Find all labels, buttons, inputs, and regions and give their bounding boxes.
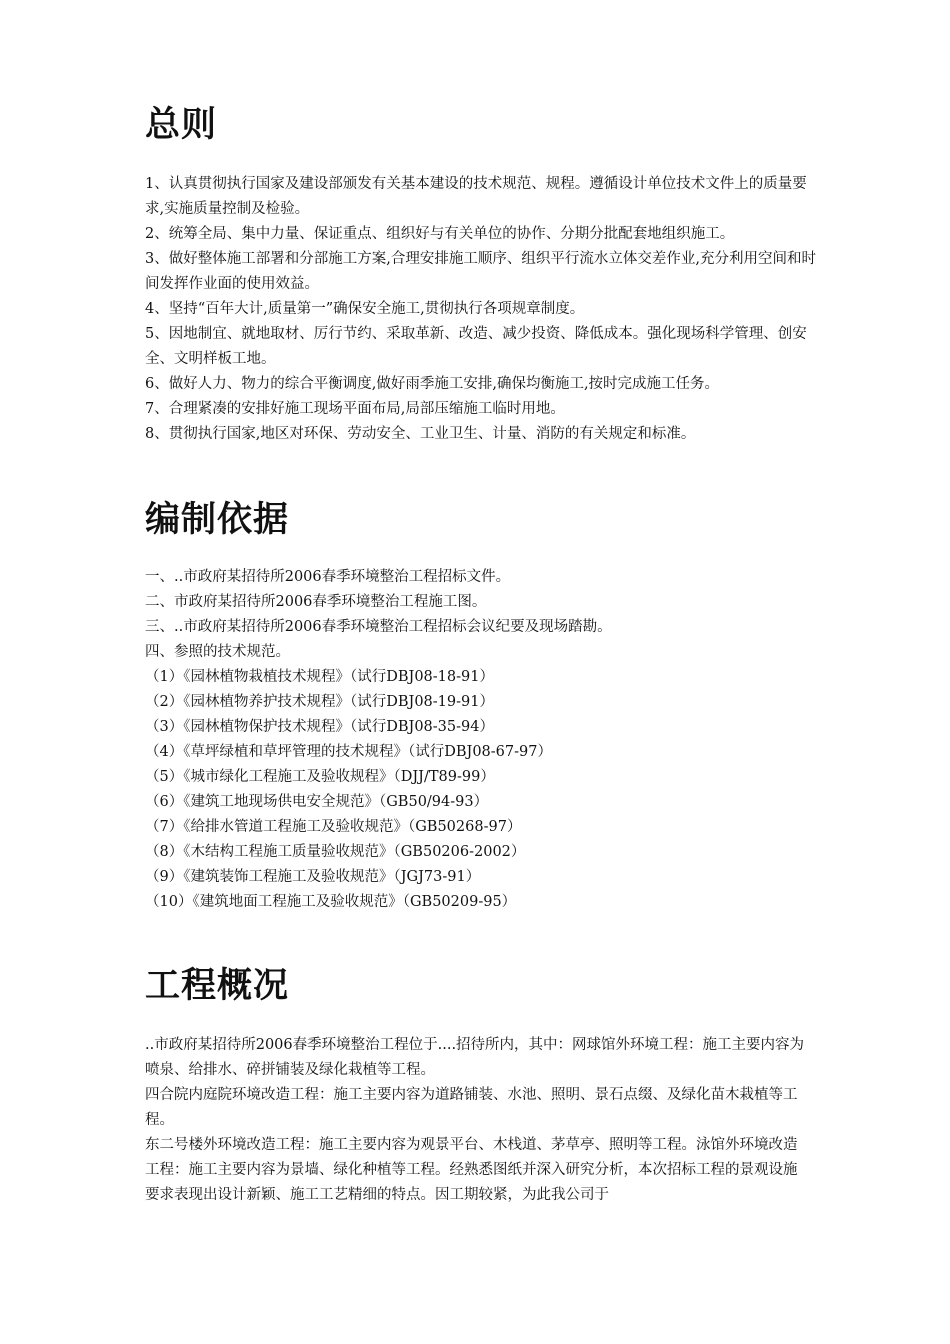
list-item: （9）《建筑装饰工程施工及验收规范》（JGJ73-91）	[145, 869, 481, 885]
section-heading-general-principles: 总则	[145, 105, 218, 145]
list-item: 二、市政府某招待所2006春季环境整治工程施工图。	[145, 594, 487, 610]
paragraph: ..市政府某招待所2006春季环境整治工程位于....招待所内，其中：网球馆外环境工程：施工主要内容为喷泉、给排水、碎拼铺装及绿化栽植等工程。	[145, 1037, 805, 1078]
paragraph: 8、贯彻执行国家,地区对环保、劳动安全、工业卫生、计量、消防的有关规定和标准。	[145, 426, 696, 442]
list-item: （4）《草坪绿植和草坪管理的技术规程》（试行DBJ08-67-97）	[145, 744, 552, 760]
list-item: （2）《园林植物养护技术规程》（试行DBJ08-19-91）	[145, 694, 494, 710]
paragraph: 2、统筹全局、集中力量、保证重点、组织好与有关单位的协作、分期分批配套地组织施工。	[145, 226, 735, 242]
list-item: （5）《城市绿化工程施工及验收规程》（DJJ/T89-99）	[145, 769, 495, 785]
list-item: 三、..市政府某招待所2006春季环境整治工程招标会议纪要及现场踏勘。	[145, 619, 612, 635]
paragraph: 四合院内庭院环境改造工程：施工主要内容为道路铺装、水池、照明、景石点缀、及绿化苗木栽植等工程。	[145, 1087, 798, 1128]
section-body-compilation-basis	[145, 565, 825, 915]
list-item: （10）《建筑地面工程施工及验收规范》（GB50209-95）	[145, 894, 517, 910]
paragraph: 4、坚持“百年大计,质量第一”确保安全施工,贯彻执行各项规章制度。	[145, 301, 585, 317]
section-heading-compilation-basis: 编制依据	[145, 500, 290, 540]
paragraph: 6、做好人力、物力的综合平衡调度,做好雨季施工安排,确保均衡施工,按时完成施工任务。	[145, 376, 720, 392]
section-body-project-overview	[145, 1033, 810, 1208]
section-body-general-principles	[145, 172, 825, 447]
paragraph: 7、合理紧凑的安排好施工现场平面布局,局部压缩施工临时用地。	[145, 401, 565, 417]
list-item: （3）《园林植物保护技术规程》（试行DBJ08-35-94）	[145, 719, 494, 735]
section-heading-project-overview: 工程概况	[145, 966, 290, 1006]
list-item: 四、参照的技术规范。	[145, 644, 290, 660]
list-item: （6）《建筑工地现场供电安全规范》（GB50/94-93）	[145, 794, 489, 810]
list-item: （7）《给排水管道工程施工及验收规范》（GB50268-97）	[145, 819, 522, 835]
paragraph: 3、做好整体施工部署和分部施工方案,合理安排施工顺序、组织平行流水立体交差作业,充分利用空间和时间发挥作业面的使用效益。	[145, 251, 816, 292]
list-item: （8）《木结构工程施工质量验收规范》（GB50206-2002）	[145, 844, 526, 860]
list-item: （1）《园林植物栽植技术规程》（试行DBJ08-18-91）	[145, 669, 494, 685]
list-item: 一、..市政府某招待所2006春季环境整治工程招标文件。	[145, 569, 511, 585]
paragraph: 5、因地制宜、就地取材、厉行节约、采取革新、改造、减少投资、降低成本。强化现场科学管理、创安全、文明样板工地。	[145, 326, 807, 367]
paragraph: 东二号楼外环境改造工程：施工主要内容为观景平台、木栈道、茅草亭、照明等工程。泳馆外环境改造工程：施工主要内容为景墙、绿化种植等工程。经熟悉图纸并深入研究分析，本次招标工程的景观设施要求表现出设计新颖、施工工艺精细的特点。因工期较紧，为此我公司于	[145, 1137, 798, 1203]
paragraph: 1、认真贯彻执行国家及建设部颁发有关基本建设的技术规范、规程。遵循设计单位技术文件上的质量要求,实施质量控制及检验。	[145, 176, 807, 217]
